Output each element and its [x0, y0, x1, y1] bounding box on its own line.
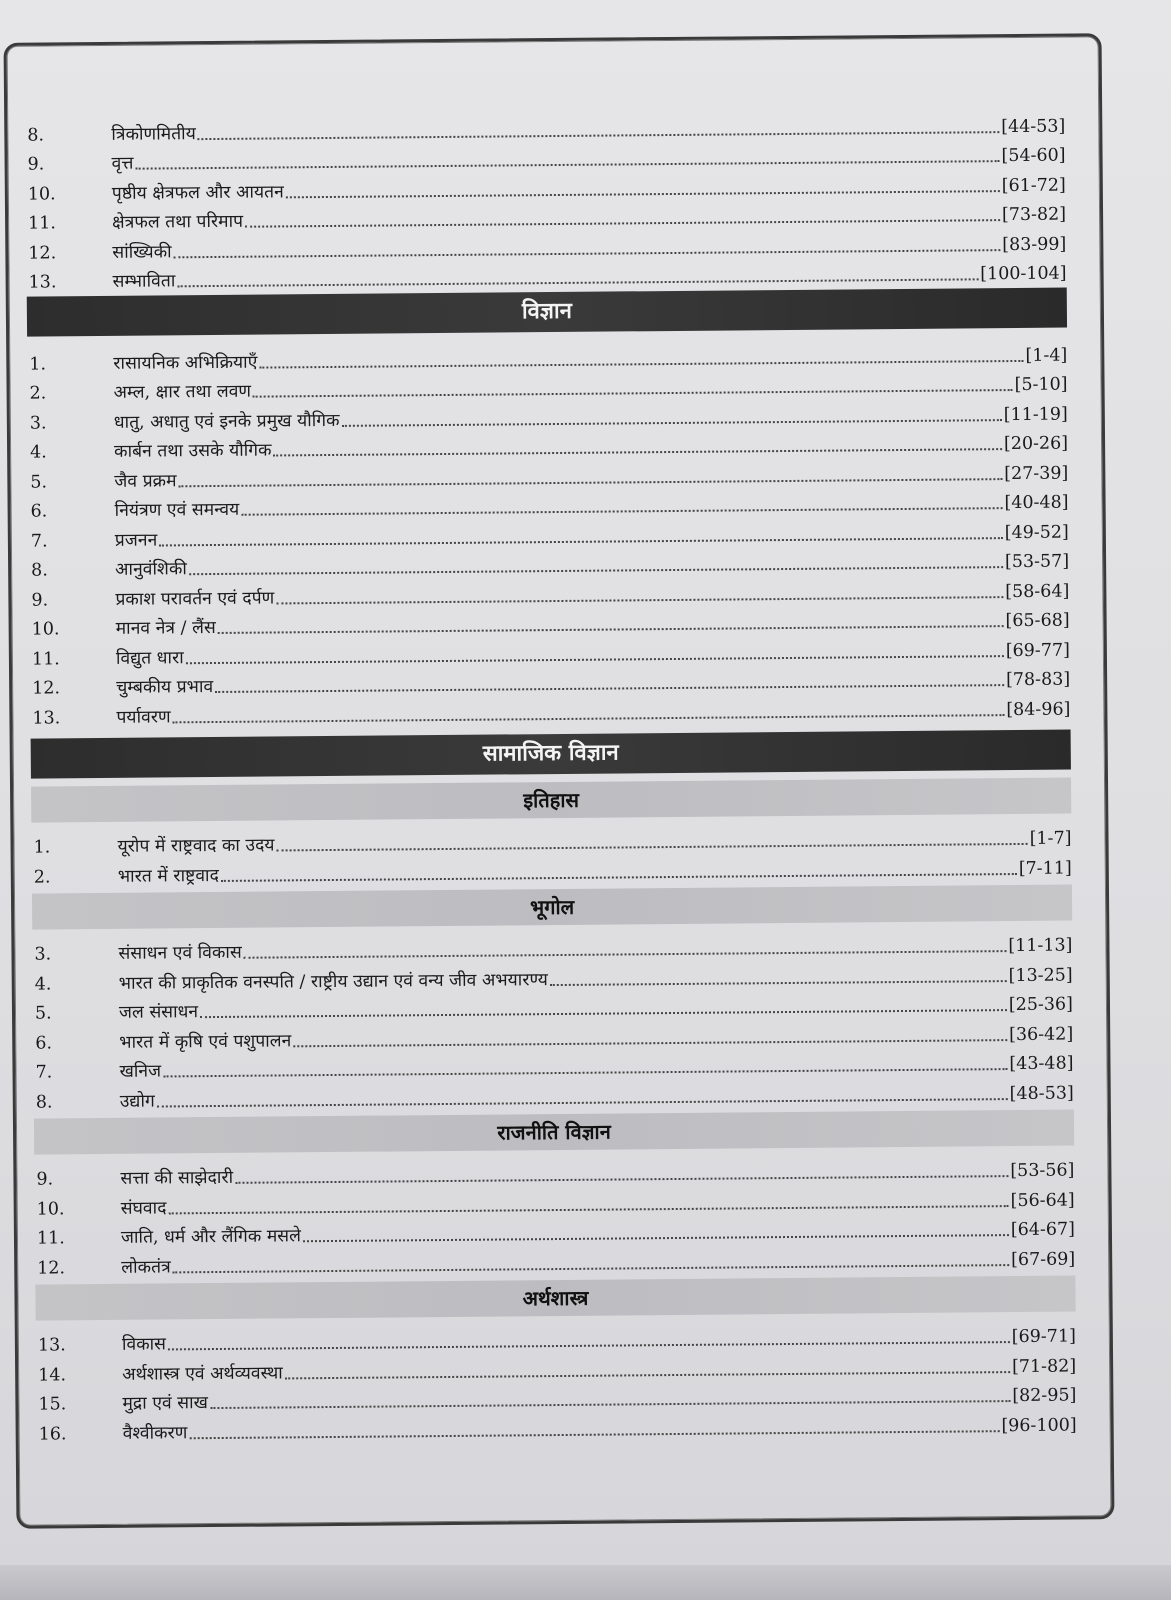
toc-entry-title: जल संसाधन — [118, 1002, 199, 1023]
toc-entry-pages: [53-57] — [1004, 551, 1070, 573]
toc-entry-number: 14. — [38, 1364, 67, 1386]
toc-entry-number: 4. — [34, 973, 52, 995]
toc-entry-pages: [49-52] — [1004, 522, 1069, 543]
toc-entry-pages: [25-36] — [1008, 994, 1074, 1016]
toc-entry-title: क्षेत्रफल तथा परिमाप — [112, 211, 244, 233]
toc-entry-title: रासायनिक अभिक्रियाएँ — [113, 352, 258, 374]
toc-entry-number: 8. — [27, 124, 45, 146]
toc-entry-number: 6. — [35, 1032, 53, 1054]
toc-entry-number: 9. — [36, 1169, 54, 1190]
toc-entry-number: 8. — [35, 1091, 53, 1113]
subsection-heading-history: इतिहास — [31, 777, 1071, 822]
toc-entry-title: पर्यावरण — [116, 706, 171, 728]
toc-entry-pages: [11-19] — [1003, 404, 1068, 425]
toc-entry-title: भारत में कृषि एवं पशुपालन — [119, 1030, 292, 1053]
toc-entry-title: मानव नेत्र / लैंस — [115, 617, 216, 639]
toc-entry-number: 1. — [29, 353, 47, 375]
toc-entry-number: 12. — [32, 678, 61, 699]
toc-entry-pages: [58-64] — [1005, 581, 1070, 602]
toc-entry-pages: [84-96] — [1006, 699, 1071, 720]
toc-entry-title: लोकतंत्र — [121, 1256, 171, 1278]
toc-entry-pages: [27-39] — [1004, 463, 1069, 484]
toc-entry-pages: [53-56] — [1010, 1160, 1075, 1182]
toc-entry-title: सम्भाविता — [112, 271, 176, 292]
toc-entry-number: 4. — [30, 442, 47, 463]
toc-entry-pages: [13-25] — [1008, 965, 1073, 986]
toc-entry-number: 5. — [34, 1003, 52, 1024]
toc-entry-title: वैश्वीकरण — [122, 1422, 188, 1444]
economics-section-list — [36, 1317, 1077, 1444]
political-science-section-list — [34, 1151, 1075, 1278]
subsection-heading-economics: अर्थशास्त्र — [35, 1275, 1075, 1320]
toc-entry-title: सांख्यिकी — [112, 241, 172, 263]
dot-leader — [221, 872, 1017, 882]
toc-entry-title: नियंत्रण एवं समन्वय — [114, 499, 240, 521]
toc-entry-pages: [83-99] — [1002, 234, 1067, 255]
toc-entry-pages: [7-11] — [1018, 858, 1072, 879]
toc-entry-number: 7. — [35, 1062, 53, 1083]
toc-entry-pages: [40-48] — [1004, 492, 1069, 514]
dot-leader — [157, 1097, 1008, 1107]
section-heading-social-science: सामाजिक विज्ञान — [31, 729, 1071, 778]
toc-entry-title: मुद्रा एवं साख — [122, 1393, 209, 1414]
toc-entry-pages: [5-10] — [1014, 374, 1068, 396]
toc-entry-pages: [65-68] — [1005, 610, 1070, 632]
toc-entry-number: 8. — [31, 560, 48, 581]
toc-entry-pages: [82-95] — [1012, 1385, 1077, 1407]
toc-entry-title: यूरोप में राष्ट्रवाद का उदय — [117, 835, 275, 857]
toc-entry-title: भारत में राष्ट्रवाद — [117, 865, 219, 887]
history-section-list — [31, 819, 1071, 887]
dot-leader — [173, 713, 1005, 723]
toc-entry-title: विकास — [121, 1334, 167, 1355]
toc-entry-pages: [36-42] — [1009, 1024, 1074, 1045]
toc-entry-title: प्रजनन — [114, 529, 158, 551]
toc-entry-pages: [71-82] — [1011, 1356, 1077, 1377]
toc-entry-number: 11. — [31, 648, 60, 670]
toc-entry-title: संसाधन एवं विकास — [118, 942, 242, 964]
toc-entry-number: 9. — [27, 154, 45, 175]
dot-leader — [550, 979, 1007, 986]
toc-entry-number: 2. — [33, 866, 51, 888]
dot-leader — [173, 1263, 1009, 1273]
toc-entry-number: 3. — [34, 944, 52, 965]
toc-entry-pages: [100-104] — [980, 263, 1067, 285]
toc-entry-pages: [96-100] — [1001, 1415, 1077, 1436]
toc-entry-number: 7. — [30, 530, 48, 552]
toc-entry-pages: [48-53] — [1009, 1083, 1074, 1104]
toc-entry-pages: [1-4] — [1025, 345, 1068, 366]
toc-entry-pages: [11-13] — [1008, 935, 1073, 957]
toc-entry-number: 12. — [37, 1257, 66, 1279]
toc-entry-pages: [64-67] — [1010, 1219, 1076, 1241]
page-bottom-edge — [0, 1565, 1171, 1600]
toc-entry-number: 6. — [30, 501, 48, 522]
toc-entry-number: 13. — [37, 1335, 66, 1356]
toc-entry-number: 12. — [28, 242, 57, 264]
section-heading-science: विज्ञान — [27, 288, 1067, 337]
toc-entry-title: अम्ल, क्षार तथा लवण — [113, 381, 252, 403]
toc-entry-number: 10. — [36, 1198, 65, 1220]
toc-entry-number: 11. — [36, 1228, 65, 1249]
toc-entry-number: 13. — [28, 272, 57, 293]
dot-leader — [189, 1429, 999, 1439]
toc-entry-number: 3. — [29, 412, 47, 434]
toc-entry-pages: [61-72] — [1001, 175, 1066, 196]
toc-entry-number: 9. — [31, 589, 49, 611]
toc-entry-pages: [54-60] — [1001, 145, 1066, 167]
toc-entry-number: 10. — [27, 183, 56, 205]
toc-entry-title: धातु, अधातु एवं इनके प्रमुख यौगिक — [113, 410, 340, 433]
toc-entry-title: सत्ता की साझेदारी — [120, 1167, 234, 1189]
toc-entry-pages: [44-53] — [1001, 116, 1066, 137]
toc-entry-pages: [69-71] — [1011, 1326, 1076, 1348]
maths-section-list — [25, 107, 1067, 293]
subsection-heading-geography: भूगोल — [32, 884, 1072, 929]
toc-entry-title: त्रिकोणमितीय — [111, 123, 196, 145]
toc-entry-pages: [78-83] — [1005, 669, 1071, 691]
toc-entry-title: चुम्बकीय प्रभाव — [116, 677, 214, 698]
toc-entry-number: 1. — [33, 837, 51, 858]
toc-entry-title: भारत की प्राकृतिक वनस्पति / राष्ट्रीय उद्यान एवं वन्य जीव अभयारण्य — [118, 969, 548, 994]
toc-entry-title: पृष्ठीय क्षेत्रफल और आयतन — [111, 181, 284, 204]
toc-entry-pages: [20-26] — [1003, 433, 1069, 455]
toc-entry-pages: [1-7] — [1029, 828, 1072, 849]
toc-entry-number: 10. — [31, 619, 60, 640]
toc-entry-number: 5. — [30, 471, 48, 493]
toc-entry-number: 11. — [28, 213, 57, 234]
toc-entry-title: अर्थशास्त्र एवं अर्थव्यवस्था — [122, 1362, 283, 1385]
toc-entry-title: आनुवंशिकी — [115, 559, 187, 580]
page-border-frame — [4, 33, 1115, 1529]
toc-entry-pages: [56-64] — [1010, 1190, 1075, 1211]
toc-entry-pages: [73-82] — [1001, 204, 1067, 226]
toc-entry-title: प्रकाश परावर्तन एवं दर्पण — [115, 587, 275, 610]
toc-entry-title: खनिज — [119, 1061, 162, 1082]
toc-entry-number: 15. — [38, 1394, 67, 1415]
toc-entry-title: कार्बन तथा उसके यौगिक — [114, 440, 272, 462]
toc-entry-title: विद्युत धारा — [115, 647, 184, 669]
table-of-contents — [25, 107, 1077, 1445]
toc-entry-title: उद्योग — [119, 1091, 155, 1112]
science-section-list — [27, 336, 1070, 729]
geography-section-list — [32, 926, 1074, 1112]
dot-leader — [177, 277, 978, 287]
toc-entry-number: 2. — [29, 383, 47, 404]
subsection-heading-political-science: राजनीति विज्ञान — [34, 1109, 1074, 1154]
toc-entry-pages: [67-69] — [1010, 1249, 1076, 1270]
toc-entry-number: 16. — [38, 1423, 67, 1445]
toc-entry-number: 13. — [32, 707, 61, 729]
toc-entry-pages: [43-48] — [1009, 1053, 1074, 1075]
toc-entry-pages: [69-77] — [1005, 640, 1070, 661]
toc-entry-title: संघवाद — [120, 1197, 167, 1219]
toc-entry-title: जैव प्रक्रम — [114, 470, 177, 492]
toc-entry-title: जाति, धर्म और लैंगिक मसले — [120, 1226, 302, 1248]
toc-entry-title: वृत्त — [111, 153, 134, 174]
